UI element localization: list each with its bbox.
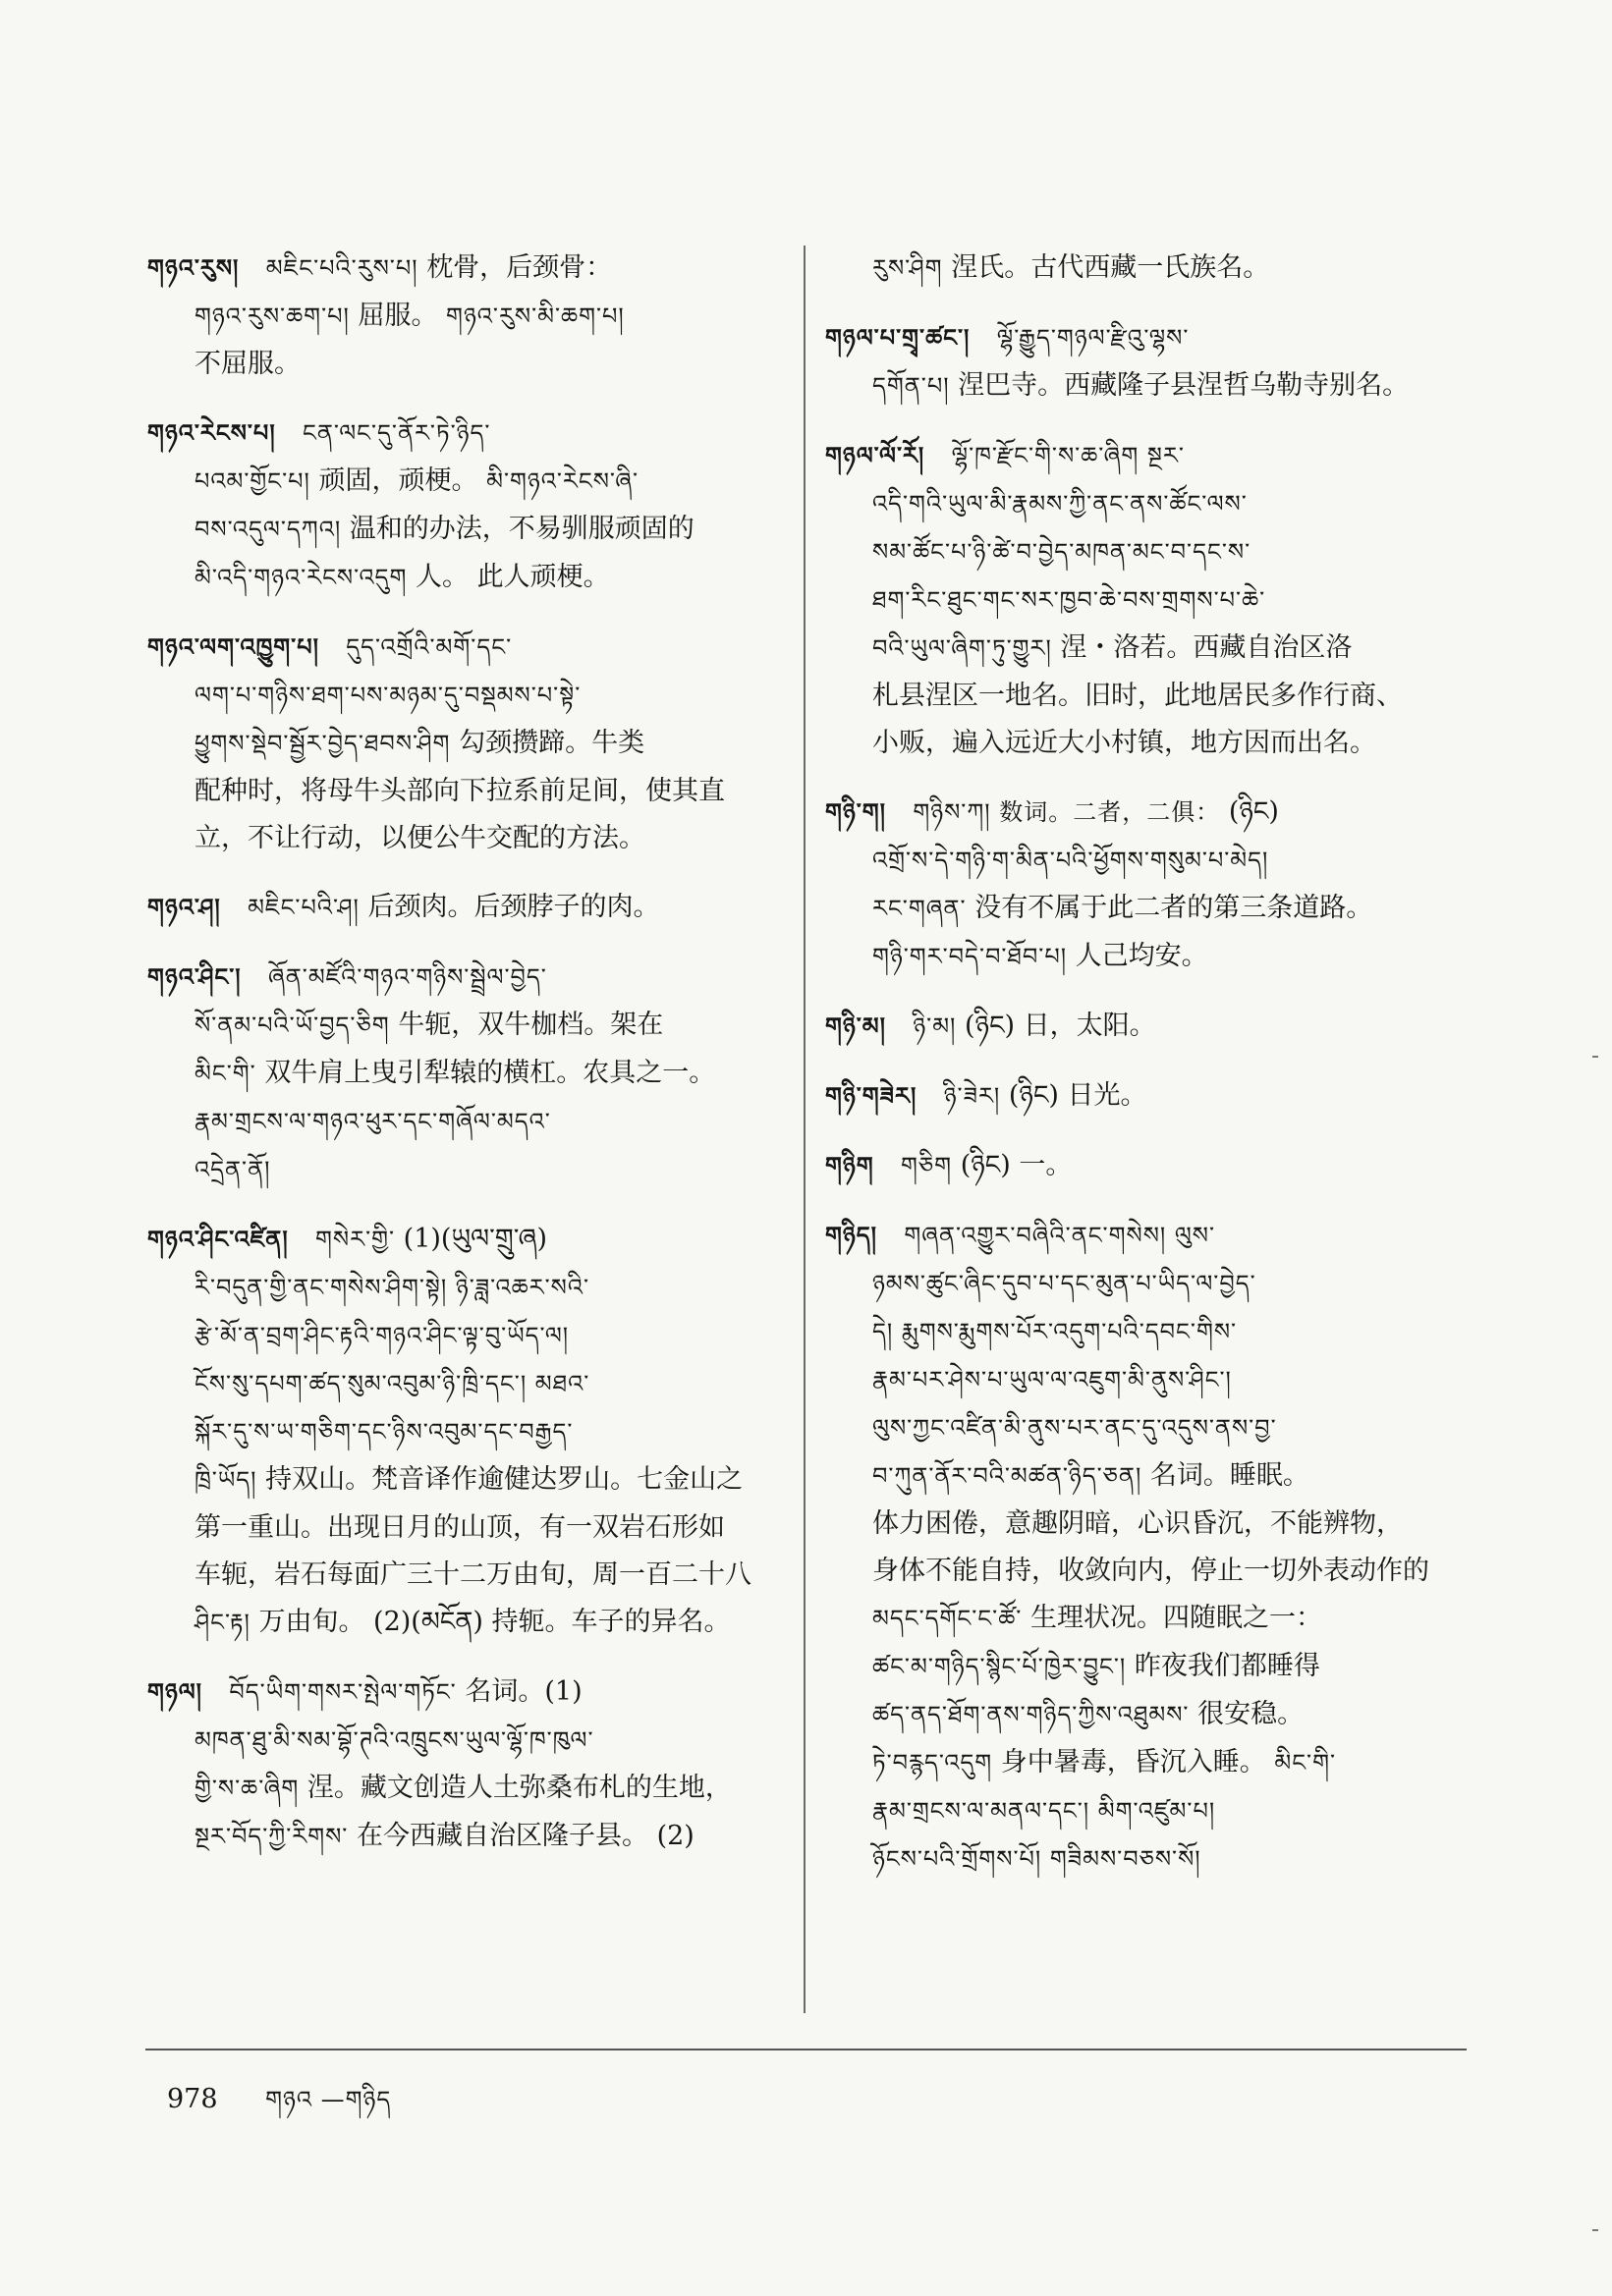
entry-line — [147, 883, 776, 931]
tibetan-text: ཉི་ཟེར། — [943, 1082, 1009, 1110]
chinese-text: 温和的办法，不易驯服顽固的 — [349, 514, 695, 544]
entry-line — [825, 431, 1464, 479]
tibetan-text: ཚད་ནད་ཐོག་ནས་གཉིད་ཀྱིས་འཐུམས་ — [872, 1701, 1198, 1728]
tibetan-text: སོ་ནམ་པའི་ཡོ་བྱད་ཅིག — [195, 1011, 399, 1039]
entry-line — [825, 1547, 1464, 1594]
dictionary-entry — [147, 1215, 776, 1646]
tibetan-text: མདང་དགོང་ང་ཚོ་ — [872, 1605, 1030, 1632]
chinese-text: 立，不让行动，以便公牛交配的方法。 — [195, 823, 645, 853]
footer-rule — [145, 2049, 1467, 2050]
chinese-text: (1)(ཡུལ་གྲུ་ཞ) — [403, 1224, 548, 1254]
tibetan-text: ཁྲི་ཡོད། — [195, 1466, 266, 1494]
chinese-text: (2)(མངོན) — [373, 1607, 492, 1637]
tibetan-text: ཚང་མ་གཉིད་སྙིང་པོ་ཁྱེར་བྱུང་། — [872, 1653, 1135, 1680]
chinese-text: 身中暑毒，昏沉入睡。 — [1000, 1747, 1275, 1777]
entry-line — [825, 1642, 1464, 1690]
tibetan-text: རྣམ་པར་ཤེས་པ་ཡུལ་ལ་འཇུག་མི་ནུས་ཤིང་། — [872, 1366, 1232, 1394]
entry-line — [825, 1786, 1464, 1834]
chinese-text: 没有不属于此二者的第三条道路。 — [974, 893, 1373, 923]
tibetan-text: མིག་འཛུམ་པ། — [1097, 1797, 1216, 1825]
tibetan-text: གཉའ་རུས་མི་ཆག་པ། — [446, 302, 625, 330]
entry-line — [147, 623, 776, 671]
tibetan-text: མི་འདི་གཉའ་རེངས་འདུག — [195, 564, 416, 591]
entry-line — [825, 1594, 1464, 1642]
headword: གཉིད། — [825, 1222, 887, 1249]
chinese-text: 牛轭，双牛枷档。架在 — [398, 1010, 664, 1040]
entry-line — [825, 1500, 1464, 1547]
entry-line — [147, 409, 776, 457]
entry-line — [825, 1355, 1464, 1403]
tibetan-text: མི་གཉའ་རེངས་ཞི་ — [486, 467, 639, 495]
tibetan-text: ཞོན་མཛོའི་གཉའ་གཉིས་སྦྲེལ་བྱེད་ — [267, 963, 547, 991]
headword: གཉའ་རེངས་པ། — [147, 419, 286, 447]
headword: གཉིག — [825, 1152, 883, 1179]
dictionary-entry — [147, 953, 776, 1193]
tibetan-text: ཐག་རིང་ཐུང་གང་སར་ཁྱབ་ཆེ་བས་གྲགས་པ་ཆེ་ — [872, 586, 1266, 614]
tibetan-text: ཕྱུགས་སྡེབ་སྦྱོར་བྱེད་ཐབས་ཤིག — [195, 730, 460, 757]
entry-line — [825, 672, 1464, 719]
dictionary-entry — [147, 883, 776, 931]
tibetan-text: ཤིང་རྟ། — [195, 1609, 259, 1636]
chinese-text: 小贩，遍入远近大小村镇，地方因而出名。 — [872, 728, 1376, 758]
entry-line — [147, 767, 776, 814]
tibetan-text: རྩེ་མོ་ན་བྲག་ཤིང་རྟའི་གཉའ་ཤིང་ལྟ་བུ་ཡོད་ལ། — [195, 1322, 570, 1349]
tibetan-text: མིང་གི་ — [195, 1060, 265, 1087]
entry-line — [147, 1263, 776, 1311]
entry-line — [147, 505, 776, 553]
entry-line — [147, 1812, 776, 1860]
entry-line — [147, 1764, 776, 1812]
chinese-text: 持轭。车子的异名。 — [491, 1607, 731, 1637]
entry-line — [147, 1359, 776, 1407]
entry-line — [147, 1001, 776, 1049]
page-footer — [167, 2074, 391, 2140]
entry-line — [825, 884, 1464, 932]
tibetan-text: འདི་གའི་ཡུལ་མི་རྣམས་ཀྱི་ནང་ནས་ཚོང་ལས་ — [872, 490, 1248, 518]
chinese-text: (ཉིང) — [960, 1150, 1020, 1180]
entry-line — [147, 340, 776, 387]
chinese-text: 配种时，将母牛头部向下拉系前足间，使其直 — [195, 776, 725, 806]
dictionary-entry — [825, 1071, 1464, 1120]
tibetan-text: ངོས་སུ་དཔག་ཚད་སུམ་འབུམ་ཉི་ཁྲི་དང་། མཐའ་ — [195, 1370, 590, 1397]
entry-line — [825, 624, 1464, 672]
chinese-text: 昨夜我们都睡得 — [1134, 1651, 1320, 1681]
headword: གཉའ་ཤ། — [147, 894, 231, 921]
tibetan-text: ཉམས་ཚུང་ཞིང་དུབ་པ་དང་མུན་པ་ཡིད་ལ་བྱེད་ — [872, 1270, 1256, 1297]
margin-mark — [1592, 2229, 1598, 2231]
tibetan-text: གྱི་ས་ཆ་ཞིག — [195, 1775, 307, 1802]
chinese-text: 车轭，岩石每面广三十二万由旬，周一百二十八 — [195, 1559, 751, 1590]
margin-mark — [1592, 1056, 1598, 1058]
entry-line — [825, 361, 1464, 410]
tibetan-text: གསེར་གྱི་ — [315, 1226, 404, 1253]
entry-line — [825, 244, 1464, 292]
tibetan-text: བ་ཀུན་ནོར་བའི་མཚན་ཉིད་ཅན། — [872, 1462, 1150, 1490]
headword: གཉལ་ལོ་རོ། — [825, 442, 934, 469]
tibetan-text: རི་བདུན་གྱི་ནང་གསེས་ཤིག་སྟེ། ཉི་ཟླ་འཆར་སའི་ — [195, 1274, 590, 1301]
dictionary-entry — [825, 431, 1464, 766]
tibetan-text: འདྲེན་ནོ། — [195, 1156, 271, 1183]
chinese-text: (ཉིང) — [1008, 1080, 1068, 1111]
chinese-text: 持双山。梵音译作逾健达罗山。七金山之 — [265, 1464, 744, 1495]
entry-line — [147, 1049, 776, 1097]
entry-line — [825, 1690, 1464, 1738]
chinese-text: 屈服。 — [358, 301, 447, 331]
entry-line — [825, 1002, 1464, 1050]
chinese-text: 在今西藏自治区隆子县。 — [356, 1821, 657, 1851]
tibetan-text: མཁན་ཐུ་མི་སམ་བྷོ་ཊའི་འཁྲུངས་ཡུལ་ལྷོ་ཁ་ཁུལ་ — [195, 1726, 594, 1754]
entry-line — [147, 292, 776, 340]
chinese-text: (2) — [656, 1821, 695, 1851]
entry-line — [825, 1451, 1464, 1500]
tibetan-text: ཉི་མ། — [913, 1012, 965, 1040]
left-column — [147, 244, 776, 1882]
headword: གཉའ་རུས། — [147, 254, 249, 282]
entry-line — [825, 1738, 1464, 1786]
tibetan-text: རྣམ་གྲངས་ལ་མནལ་དང་། — [872, 1797, 1098, 1825]
dictionary-entry — [147, 623, 776, 861]
dictionary-entry — [825, 244, 1464, 292]
tibetan-text: གཅིག — [901, 1152, 961, 1179]
chinese-text: 体力困倦，意趣阴暗，心识昏沉，不能辨物， — [872, 1508, 1403, 1539]
tibetan-text: ལྷོ་ཁ་རྫོང་གི་ས་ཆ་ཞིག སྔར་ — [951, 442, 1185, 469]
page-number: 978 — [167, 2084, 218, 2114]
entry-line — [825, 788, 1464, 836]
chinese-text: 涅氏。古代西藏一氏族名。 — [951, 252, 1270, 283]
headword: གཉལ་པ་གྲྭ་ཚང་། — [825, 324, 979, 352]
chinese-text: 身体不能自持，收敛向内，停止一切外表动作的 — [872, 1556, 1429, 1586]
dictionary-entry — [825, 1211, 1464, 1883]
entry-line — [147, 1716, 776, 1764]
headword: གཉི་མ། — [825, 1012, 896, 1040]
entry-line — [825, 575, 1464, 624]
chinese-text: 名词。(1) — [465, 1676, 583, 1707]
entry-line — [825, 1403, 1464, 1451]
chinese-text: 很安稳。 — [1197, 1699, 1305, 1729]
tibetan-text: གཉིས་ཀ། 数词。二者，二俱： — [913, 798, 1229, 826]
tibetan-text: ངན་ལང་དུ་ནོར་ཏེ་ཉིད་ — [303, 419, 491, 447]
chinese-text: 日光。 — [1067, 1080, 1147, 1111]
tibetan-text: མཇིང་པའི་ཤ། — [248, 894, 368, 921]
entry-line — [147, 1503, 776, 1551]
chinese-text: (ཉིང) — [965, 1011, 1024, 1041]
entry-line — [147, 1311, 776, 1359]
chinese-text: 此人顽梗。 — [476, 562, 610, 592]
dictionary-entry — [825, 1002, 1464, 1050]
headword: གཉི་གཟེར། — [825, 1082, 926, 1110]
entry-line — [147, 1215, 776, 1263]
page-range: གཉའ —གཉིད — [265, 2086, 392, 2113]
chinese-text: 双牛肩上曳引犁辕的横杠。农具之一。 — [264, 1058, 716, 1088]
entry-line — [147, 1551, 776, 1598]
chinese-text: 不屈服。 — [195, 349, 301, 379]
chinese-text: 涅。藏文创造人土弥桑布札的生地， — [306, 1773, 732, 1803]
entry-line — [825, 527, 1464, 575]
tibetan-text: བའི་ཡུལ་ཞིག་ཏུ་གྱུར། — [872, 634, 1061, 662]
entry-line — [147, 1455, 776, 1503]
entry-line — [825, 932, 1464, 980]
tibetan-text: དེ། རྨུགས་རྨུགས་པོར་འདུག་པའི་དབང་གིས་ — [872, 1318, 1238, 1345]
tibetan-text: གཞན་འགྱུར་བཞིའི་ནང་གསེས། ལུས་ — [904, 1222, 1216, 1249]
entry-line — [147, 719, 776, 767]
tibetan-text: མིང་གི་ — [1274, 1749, 1337, 1777]
tibetan-text: གཉའ་རུས་ཆག་པ། — [195, 302, 359, 330]
entry-line — [825, 1071, 1464, 1120]
chinese-text: 涅・洛若。西藏自治区洛 — [1060, 632, 1353, 663]
chinese-text: 人己均安。 — [1075, 941, 1208, 971]
tibetan-text: རྣམ་གྲངས་ལ་གཉའ་ཕུར་དང་གཞོལ་མདའ་ — [195, 1108, 551, 1135]
entry-line — [825, 1141, 1464, 1189]
tibetan-text: རུས་ཤིག — [872, 254, 952, 282]
dictionary-entry — [147, 409, 776, 601]
tibetan-text: གཉི་གར་བདེ་བ་ཐོབ་པ། — [872, 943, 1076, 970]
chinese-text: 第一重山。出现日月的山顶，有一双岩石形如 — [195, 1512, 725, 1543]
entry-line — [147, 1667, 776, 1716]
entry-line — [147, 671, 776, 719]
chinese-text: 一。 — [1019, 1150, 1073, 1180]
entry-line — [147, 814, 776, 861]
entry-line — [147, 1145, 776, 1193]
entry-line — [825, 1834, 1464, 1883]
entry-line — [147, 1598, 776, 1646]
chinese-text: 后颈肉。后颈脖子的肉。 — [367, 892, 660, 922]
entry-line — [825, 479, 1464, 527]
entry-line — [147, 1097, 776, 1145]
chinese-text: 札县涅区一地名。旧时，此地居民多作行商、 — [872, 681, 1403, 711]
tibetan-text: ལག་པ་གཉིས་ཐག་པས་མཉམ་དུ་བསྡམས་པ་སྟེ་ — [195, 682, 582, 709]
tibetan-text: སམ་ཚོང་པ་ཉི་ཚེ་བ་བྱེད་མཁན་མང་བ་དང་ས་ — [872, 538, 1251, 566]
headword: གཉི་ག། — [825, 798, 896, 826]
dictionary-entry — [825, 1141, 1464, 1189]
entry-line — [825, 313, 1464, 361]
column-divider — [804, 246, 806, 2013]
tibetan-text: ཉོངས་པའི་གྲོགས་པོ། གཟིམས་བཅས་སོ། — [872, 1845, 1201, 1873]
dictionary-entry — [825, 788, 1464, 980]
chinese-text: 日，太阳。 — [1023, 1011, 1156, 1041]
tibetan-text: བས་འདུལ་དཀའ། — [195, 516, 350, 543]
chinese-text: 勾颈攒蹄。牛类 — [459, 728, 645, 758]
tibetan-text: ལྷོ་རྒྱུད་གཉལ་རྫིའུ་ལྷས་ — [996, 324, 1190, 352]
tibetan-text: ཏེ་བརྙད་འདུག — [872, 1749, 1001, 1777]
headword: གཉའ་ཤིང་། — [147, 963, 250, 991]
entry-line — [825, 1211, 1464, 1259]
entry-line — [147, 953, 776, 1001]
right-column — [825, 244, 1464, 1904]
tibetan-text: སྔར་བོད་ཀྱི་རིགས་ — [195, 1823, 357, 1850]
tibetan-text: བོད་ཡིག་གསར་སྤེལ་གཏོང་ — [229, 1678, 466, 1706]
headword: གཉའ་ཤིང་འཛིན། — [147, 1226, 299, 1253]
chinese-text: 万由旬。 — [258, 1607, 374, 1637]
entry-line — [147, 457, 776, 505]
dictionary-entry — [825, 313, 1464, 410]
entry-line — [825, 836, 1464, 884]
chinese-text: (ཉིང) — [1228, 796, 1279, 827]
entry-line — [147, 244, 776, 292]
tibetan-text: ལུས་ཀྱང་འཛིན་མི་ནུས་པར་ནང་དུ་འདུས་ནས་བྱ་ — [872, 1414, 1277, 1442]
chinese-text: 涅巴寺。西藏隆子县涅哲乌勒寺别名。 — [958, 370, 1410, 401]
entry-line — [147, 553, 776, 601]
dictionary-entry — [147, 1667, 776, 1860]
tibetan-text: སྐོར་དུ་ས་ཡ་གཅིག་དང་ཉིས་འབུམ་དང་བརྒྱད་ — [195, 1418, 574, 1446]
tibetan-text: དུད་འགྲོའི་མགོ་དང་ — [346, 633, 513, 661]
entry-line — [825, 1259, 1464, 1307]
headword: གཉལ། — [147, 1678, 212, 1706]
entry-line — [825, 719, 1464, 766]
chinese-text: 枕骨，后颈骨： — [426, 252, 613, 283]
tibetan-text: རང་གཞན་ — [872, 895, 975, 922]
tibetan-text: འགྲོ་ས་དེ་གཉི་ག་མིན་པའི་ཕྱོགས་གསུམ་པ་མེད། — [872, 847, 1269, 874]
tibetan-text: དགོན་པ། — [872, 372, 959, 400]
chinese-text: 生理状况。四随眠之一： — [1029, 1603, 1322, 1633]
headword: གཉའ་ལག་འཁྱུག་པ། — [147, 633, 329, 661]
entry-line — [147, 1407, 776, 1455]
dictionary-entry — [147, 244, 776, 387]
tibetan-text: མཇིང་པའི་རུས་པ། — [265, 254, 427, 282]
chinese-text: 人。 — [415, 562, 477, 592]
entry-line — [825, 1307, 1464, 1355]
tibetan-text: པའམ་གྱོང་པ། — [195, 467, 319, 495]
chinese-text: 顽固，顽梗。 — [318, 465, 487, 496]
chinese-text: 名词。睡眠。 — [1149, 1460, 1309, 1491]
